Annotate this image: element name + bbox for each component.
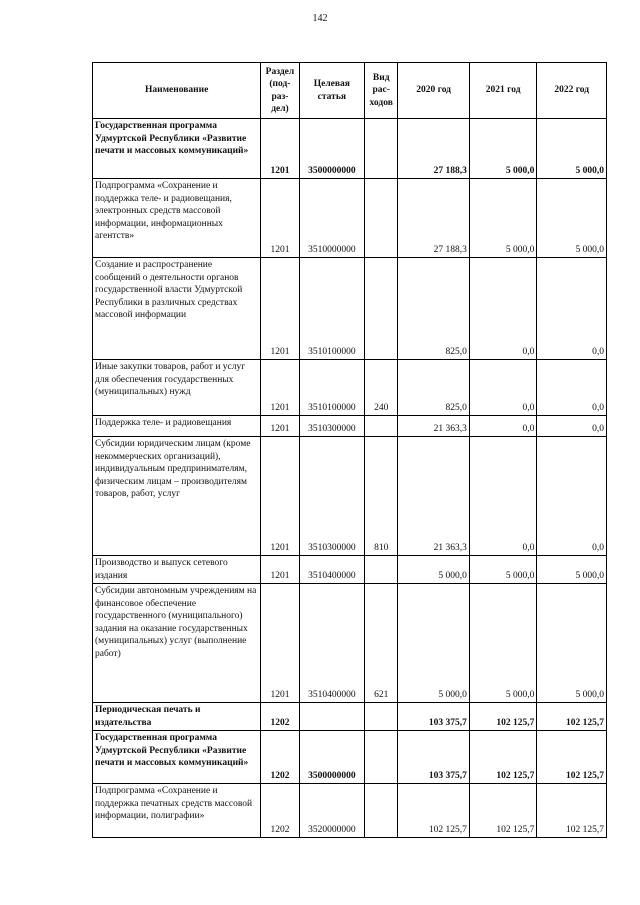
cell-year-2020: 21 363,3 <box>398 437 470 556</box>
header-year-2022: 2022 год <box>537 63 607 119</box>
cell-year-2022: 102 125,7 <box>537 784 607 838</box>
cell-kind <box>365 119 398 179</box>
cell-target: 3520000000 <box>299 784 365 838</box>
cell-year-2021: 5 000,0 <box>469 556 537 584</box>
cell-year-2020: 21 363,3 <box>398 416 470 437</box>
cell-year-2020: 102 125,7 <box>398 784 470 838</box>
cell-kind <box>365 258 398 360</box>
cell-kind <box>365 179 398 258</box>
table-body <box>93 119 607 838</box>
cell-kind <box>365 784 398 838</box>
cell-year-2020: 103 375,7 <box>398 731 470 784</box>
cell-year-2022: 5 000,0 <box>537 556 607 584</box>
cell-target: 3510100000 <box>299 258 365 360</box>
cell-year-2021: 102 125,7 <box>469 784 537 838</box>
cell-section: 1201 <box>261 584 299 703</box>
cell-year-2020: 825,0 <box>398 360 470 416</box>
table-row <box>93 119 607 179</box>
cell-section: 1202 <box>261 784 299 838</box>
cell-section: 1201 <box>261 556 299 584</box>
page-number: 142 <box>312 13 328 24</box>
table-row <box>93 258 607 360</box>
cell-year-2022: 5 000,0 <box>537 584 607 703</box>
table-row <box>93 437 607 556</box>
cell-year-2021: 5 000,0 <box>469 119 537 179</box>
cell-kind <box>365 703 398 731</box>
header-target: Целевая статья <box>299 63 365 119</box>
cell-target: 3510400000 <box>299 584 365 703</box>
header-section: Раздел (под-раз-дел) <box>261 63 299 119</box>
cell-target: 3510300000 <box>299 437 365 556</box>
header-name: Наименование <box>93 63 261 119</box>
cell-year-2020: 27 188,3 <box>398 119 470 179</box>
header-year-2020: 2020 год <box>398 63 470 119</box>
cell-year-2020: 5 000,0 <box>398 556 470 584</box>
cell-year-2022: 102 125,7 <box>537 731 607 784</box>
cell-name: Поддержка теле- и радиовещания <box>93 416 261 437</box>
cell-year-2021: 102 125,7 <box>469 731 537 784</box>
cell-section: 1201 <box>261 416 299 437</box>
cell-year-2022: 0,0 <box>537 437 607 556</box>
cell-kind <box>365 731 398 784</box>
cell-section: 1202 <box>261 731 299 784</box>
cell-kind <box>365 556 398 584</box>
table-row <box>93 731 607 784</box>
cell-year-2020: 825,0 <box>398 258 470 360</box>
cell-year-2022: 0,0 <box>537 258 607 360</box>
cell-year-2021: 0,0 <box>469 360 537 416</box>
cell-target: 3500000000 <box>299 731 365 784</box>
cell-name: Субсидии автономным учреждениям на финансовое обеспечение государственного (муниципального) задания на оказание государственных (муниципальных) услуг (выполнение работ) <box>93 584 261 703</box>
cell-year-2021: 0,0 <box>469 416 537 437</box>
header-year-2021: 2021 год <box>469 63 537 119</box>
cell-year-2022: 5 000,0 <box>537 179 607 258</box>
table-row <box>93 179 607 258</box>
cell-year-2022: 0,0 <box>537 360 607 416</box>
cell-name: Подпрограмма «Сохранение и поддержка печатных средств массовой информации, полиграфии» <box>93 784 261 838</box>
cell-name: Создание и распространение сообщений о деятельности органов государственной власти Удмуртской Республики в различных средствах массовой информации <box>93 258 261 360</box>
cell-name: Субсидии юридическим лицам (кроме некоммерческих организаций), индивидуальным предпринимателям, физическим лицам – производителям товаров, работ, услуг <box>93 437 261 556</box>
header-kind: Вид рас-ходов <box>365 63 398 119</box>
cell-year-2021: 0,0 <box>469 437 537 556</box>
cell-year-2022: 5 000,0 <box>537 119 607 179</box>
cell-section: 1201 <box>261 119 299 179</box>
cell-year-2021: 0,0 <box>469 258 537 360</box>
cell-target: 3500000000 <box>299 119 365 179</box>
cell-name: Подпрограмма «Сохранение и поддержка теле- и радиовещания, электронных средств массовой информации, информационных агентств» <box>93 179 261 258</box>
cell-name: Иные закупки товаров, работ и услуг для обеспечения государственных (муниципальных) нужд <box>93 360 261 416</box>
cell-target: 3510100000 <box>299 360 365 416</box>
cell-target: 3510300000 <box>299 416 365 437</box>
cell-name: Производство и выпуск сетевого издания <box>93 556 261 584</box>
cell-year-2021: 102 125,7 <box>469 703 537 731</box>
cell-year-2020: 103 375,7 <box>398 703 470 731</box>
cell-year-2022: 102 125,7 <box>537 703 607 731</box>
table-row <box>93 556 607 584</box>
cell-name: Периодическая печать и издательства <box>93 703 261 731</box>
cell-section: 1202 <box>261 703 299 731</box>
cell-kind: 621 <box>365 584 398 703</box>
table-row <box>93 703 607 731</box>
cell-year-2021: 5 000,0 <box>469 179 537 258</box>
cell-kind: 810 <box>365 437 398 556</box>
table-row <box>93 784 607 838</box>
cell-section: 1201 <box>261 437 299 556</box>
cell-target: 3510000000 <box>299 179 365 258</box>
cell-name: Государственная программа Удмуртской Республики «Развитие печати и массовых коммуникаций» <box>93 731 261 784</box>
table-row <box>93 416 607 437</box>
cell-year-2020: 27 188,3 <box>398 179 470 258</box>
cell-target: 3510400000 <box>299 556 365 584</box>
cell-section: 1201 <box>261 179 299 258</box>
cell-target <box>299 703 365 731</box>
cell-year-2021: 5 000,0 <box>469 584 537 703</box>
table-row <box>93 584 607 703</box>
cell-kind: 240 <box>365 360 398 416</box>
cell-section: 1201 <box>261 258 299 360</box>
cell-year-2022: 0,0 <box>537 416 607 437</box>
cell-section: 1201 <box>261 360 299 416</box>
cell-year-2020: 5 000,0 <box>398 584 470 703</box>
budget-table <box>92 62 607 838</box>
cell-kind <box>365 416 398 437</box>
table-header-row <box>93 63 607 119</box>
table-row <box>93 360 607 416</box>
cell-name: Государственная программа Удмуртской Республики «Развитие печати и массовых коммуникаций» <box>93 119 261 179</box>
